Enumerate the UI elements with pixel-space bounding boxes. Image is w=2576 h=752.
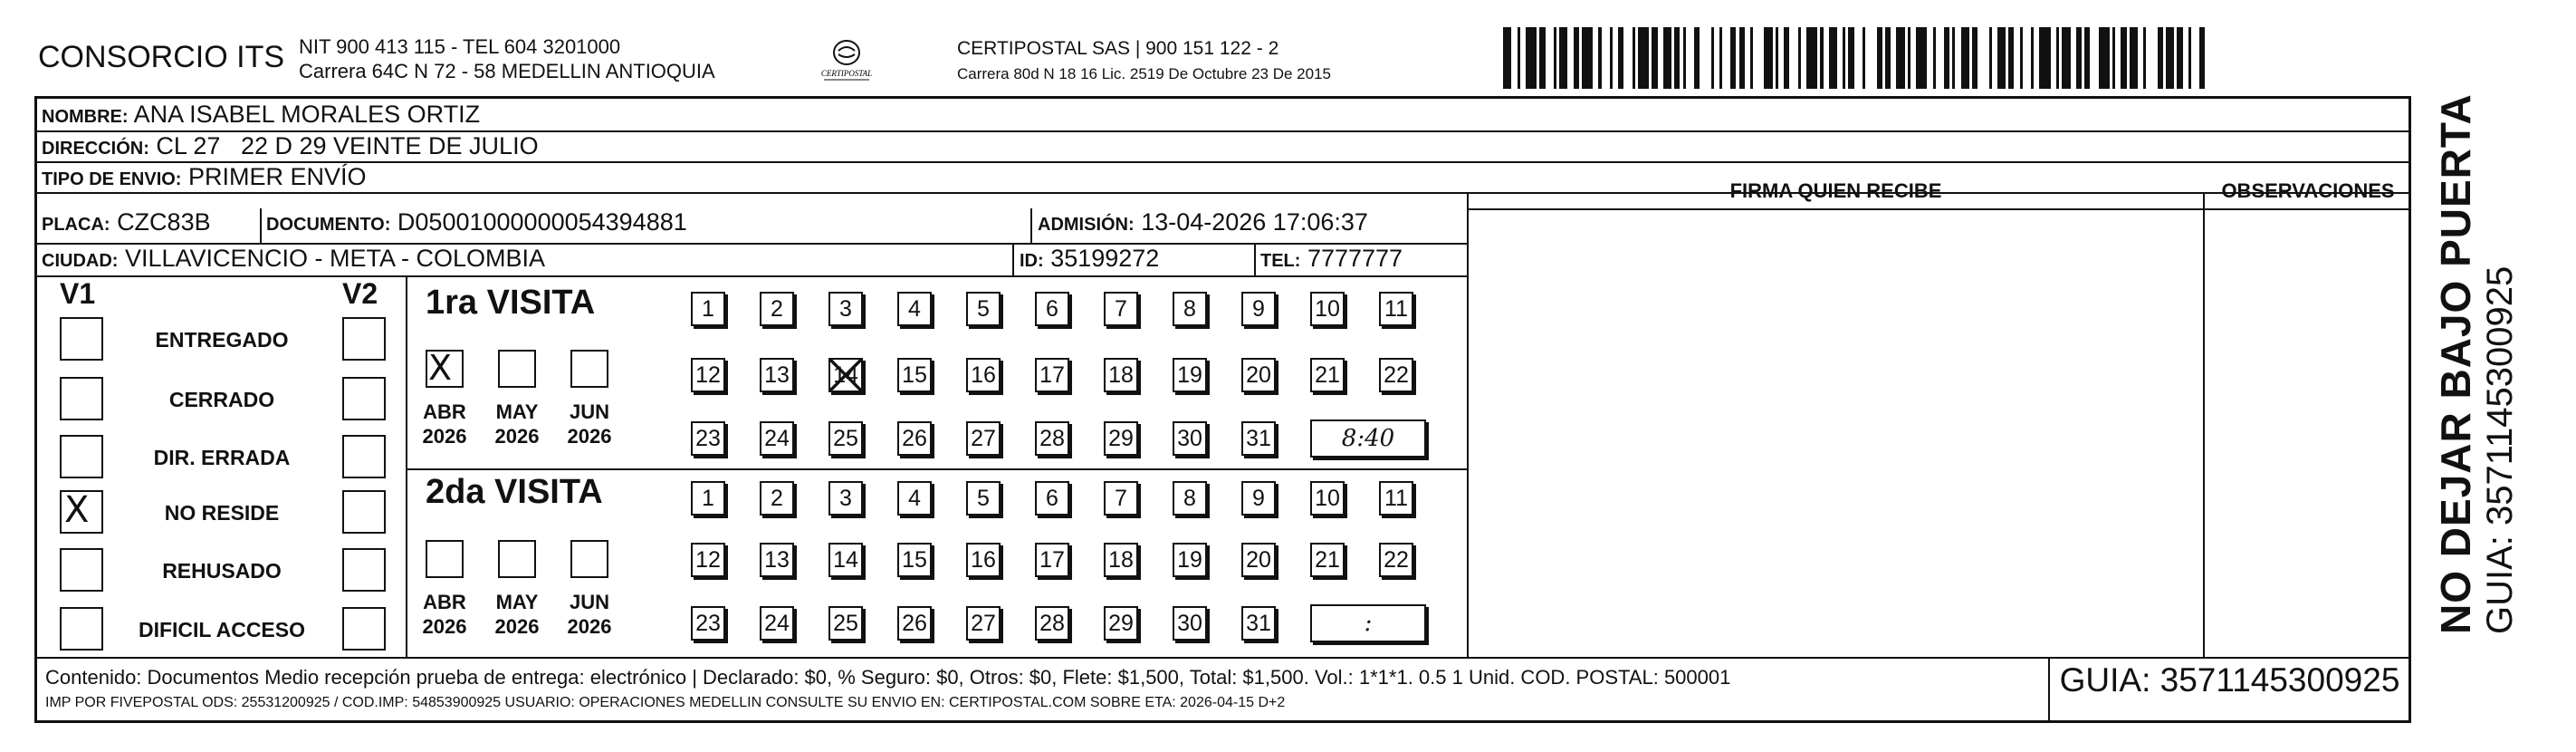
month-name: ABR	[423, 591, 466, 613]
barcode-bar	[1753, 27, 1764, 89]
day-box[interactable]: 31	[1241, 606, 1276, 641]
day-box[interactable]: 1	[691, 481, 725, 516]
barcode-bar	[2146, 27, 2157, 89]
day-box[interactable]: 1	[691, 292, 725, 326]
barcode-bar	[1546, 27, 1554, 89]
day-box[interactable]: 11	[1379, 292, 1413, 326]
status-label: DIFICIL ACCESO	[138, 618, 305, 641]
row-divider	[34, 275, 1467, 277]
column-divider	[1467, 192, 1469, 657]
barcode-bar	[1663, 27, 1671, 89]
tel-label: TEL:	[1260, 251, 1301, 271]
documento-label: DOCUMENTO:	[266, 215, 391, 235]
v1-header: V1	[60, 277, 96, 310]
month-label	[490, 590, 544, 639]
day-box[interactable]: 19	[1173, 358, 1207, 392]
month-name: JUN	[569, 591, 609, 613]
certipostal-logo	[815, 33, 878, 87]
day-box[interactable]: 9	[1241, 481, 1276, 516]
barcode-bar	[2062, 27, 2070, 89]
firma-header: FIRMA QUIEN RECIBE	[1729, 179, 1942, 202]
barcode-bar	[1854, 27, 1863, 89]
barcode-bar	[1916, 27, 1927, 89]
barcode-bar	[1582, 27, 1593, 89]
company-address: Carrera 64C N 72 - 58 MEDELLIN ANTIOQUIA	[299, 60, 715, 82]
barcode-bar	[1829, 27, 1837, 89]
visit2-title: 2da VISITA	[426, 473, 603, 511]
day-box[interactable]: 5	[966, 481, 1001, 516]
month-checkbox[interactable]	[426, 350, 464, 388]
tel-value: 7777777	[1307, 245, 1403, 272]
day-box[interactable]: 14	[828, 543, 863, 577]
barcode-bar	[1789, 27, 1797, 89]
v2-header: V2	[342, 277, 378, 310]
month-checkbox[interactable]	[426, 540, 464, 578]
day-box[interactable]: 22	[1379, 358, 1413, 392]
visit-time-box[interactable]: 8:40	[1310, 419, 1426, 458]
admision-value: 13-04-2026 17:06:37	[1141, 208, 1368, 236]
v2-checkbox[interactable]	[342, 607, 386, 651]
barcode-bar	[2039, 27, 2050, 89]
barcode-bar	[1977, 27, 1988, 89]
v1-checkbox[interactable]	[60, 548, 103, 592]
placa-row	[42, 208, 211, 236]
month-year: 2026	[494, 425, 540, 448]
month-year: 2026	[422, 615, 467, 638]
status-label: ENTREGADO	[155, 328, 289, 352]
day-box[interactable]: 14	[828, 358, 863, 392]
day-box[interactable]: 6	[1035, 292, 1069, 326]
month-year: 2026	[422, 425, 467, 448]
v1-checkbox[interactable]	[60, 607, 103, 651]
v2-checkbox[interactable]	[342, 435, 386, 478]
logo-text: CERTIPOSTAL	[820, 69, 873, 78]
side-guia: GUIA: 3571145300925	[2480, 265, 2520, 634]
status-label: REHUSADO	[162, 559, 282, 583]
check-mark: X	[64, 489, 90, 531]
day-box[interactable]: 4	[897, 481, 932, 516]
barcode	[1503, 27, 2209, 89]
nombre-row	[42, 101, 480, 129]
barcode-bar	[2166, 27, 2174, 89]
month-label	[562, 400, 617, 448]
signature-area[interactable]	[1470, 212, 2200, 654]
barcode-bar	[2191, 27, 2199, 89]
company-info	[299, 34, 715, 83]
day-box[interactable]: 28	[1035, 606, 1069, 641]
v2-checkbox[interactable]	[342, 548, 386, 592]
day-box[interactable]: 29	[1104, 606, 1138, 641]
day-box[interactable]: 9	[1241, 292, 1276, 326]
id-row	[1020, 245, 1159, 273]
barcode-bar	[1896, 27, 1904, 89]
day-box[interactable]: 4	[897, 292, 932, 326]
barcode-bar	[1686, 27, 1694, 89]
day-box[interactable]: 5	[966, 292, 1001, 326]
day-box[interactable]: 13	[760, 543, 794, 577]
day-box[interactable]: 31	[1241, 421, 1276, 456]
day-box[interactable]: 24	[760, 421, 794, 456]
day-box[interactable]: 6	[1035, 481, 1069, 516]
barcode-bar	[1623, 27, 1632, 89]
admision-row	[1038, 208, 1368, 236]
footer-guia: GUIA: 3571145300925	[2059, 661, 2400, 699]
barcode-bar	[2090, 27, 2098, 89]
day-box[interactable]: 23	[691, 606, 725, 641]
day-box[interactable]: 21	[1310, 543, 1345, 577]
tipo-row	[42, 163, 367, 191]
month-year: 2026	[567, 425, 612, 448]
row-divider	[406, 468, 1467, 470]
barcode-bar	[1865, 27, 1876, 89]
month-name: JUN	[569, 400, 609, 423]
barcode-bar	[2023, 27, 2031, 89]
day-box[interactable]: 17	[1035, 358, 1069, 392]
day-box[interactable]: 22	[1379, 543, 1413, 577]
day-box[interactable]: 7	[1104, 481, 1138, 516]
day-box[interactable]: 30	[1173, 421, 1207, 456]
day-box[interactable]: 26	[897, 421, 932, 456]
column-divider	[2203, 192, 2205, 657]
day-box[interactable]: 24	[760, 606, 794, 641]
day-box[interactable]: 21	[1310, 358, 1345, 392]
day-box[interactable]: 19	[1173, 543, 1207, 577]
side-warning: NO DEJAR BAJO PUERTA	[2432, 93, 2479, 634]
day-box[interactable]: 12	[691, 358, 725, 392]
month-checkbox[interactable]	[570, 540, 608, 578]
month-name: ABR	[423, 400, 466, 423]
visit1-title: 1ra VISITA	[426, 284, 596, 322]
row-divider	[34, 161, 2411, 163]
tipo-label: TIPO DE ENVIO:	[42, 169, 182, 189]
day-box[interactable]: 18	[1104, 358, 1138, 392]
barcode-bar	[1638, 27, 1649, 89]
tel-row	[1260, 245, 1403, 273]
check-mark: X	[428, 348, 453, 388]
day-box[interactable]: 17	[1035, 543, 1069, 577]
barcode-bar	[1961, 27, 1969, 89]
day-box[interactable]: 15	[897, 543, 932, 577]
v2-checkbox[interactable]	[342, 377, 386, 420]
day-box[interactable]: 2	[760, 292, 794, 326]
day-box[interactable]: 7	[1104, 292, 1138, 326]
nit-line: NIT 900 413 115 - TEL 604 3201000	[299, 35, 621, 58]
status-label: CERRADO	[168, 388, 275, 411]
row-divider	[1467, 208, 2411, 210]
day-box[interactable]: 13	[760, 358, 794, 392]
day-box[interactable]: 8	[1173, 481, 1207, 516]
v1-checkbox[interactable]	[60, 490, 103, 534]
day-box[interactable]: 10	[1310, 292, 1345, 326]
direccion-row	[42, 132, 539, 160]
barcode-bar	[1936, 27, 1944, 89]
footer-print-info: IMP POR FIVEPOSTAL ODS: 25531200925 / COD.IMP: 54853900925 USUARIO: OPERACIONES MEDELLIN CONSULTE SU ENVIO EN: CERTIPOSTAL.COM SOBRE ETA: 2026-04-15 D+2	[45, 695, 1286, 710]
column-divider	[260, 208, 262, 243]
month-label	[490, 400, 544, 448]
barcode-bar	[2099, 27, 2110, 89]
day-box[interactable]: 20	[1241, 543, 1276, 577]
day-box[interactable]: 12	[691, 543, 725, 577]
day-box[interactable]: 16	[966, 358, 1001, 392]
barcode-bar	[1997, 27, 2006, 89]
v1-checkbox[interactable]	[60, 317, 103, 361]
observaciones-header: OBSERVACIONES	[2221, 179, 2395, 202]
barcode-bar	[2205, 27, 2207, 89]
certipostal-address: Carrera 80d N 18 16 Lic. 2519 De Octubre 23 De 2015	[957, 65, 1331, 82]
direccion-value: CL 27 22 D 29 VEINTE DE JULIO	[156, 132, 539, 159]
day-box[interactable]: 25	[828, 606, 863, 641]
company-name: CONSORCIO ITS	[38, 40, 285, 74]
day-box[interactable]: 23	[691, 421, 725, 456]
barcode-bar	[1806, 27, 1817, 89]
day-box[interactable]: 20	[1241, 358, 1276, 392]
column-divider	[1254, 243, 1256, 275]
side-label	[2431, 93, 2521, 634]
ciudad-label: CIUDAD:	[42, 251, 119, 271]
day-box[interactable]: 3	[828, 292, 863, 326]
day-box[interactable]: 15	[897, 358, 932, 392]
ciudad-row	[42, 245, 545, 273]
ciudad-value: VILLAVICENCIO - META - COLOMBIA	[124, 245, 546, 272]
month-checkbox[interactable]	[498, 350, 536, 388]
day-box[interactable]: 30	[1173, 606, 1207, 641]
footer-contents: Contenido: Documentos Medio recepción prueba de entrega: electrónico | Declarado: $0, % Seguro: $0, Otros: $0, Flete: $1,500, Total: $1,500. Vol.: 1*1*1. 0.5 1 Unid. COD. POSTAL: 500001	[45, 666, 1731, 689]
v1-checkbox[interactable]	[60, 377, 103, 420]
month-checkbox[interactable]	[498, 540, 536, 578]
placa-value: CZC83B	[117, 208, 211, 236]
day-box[interactable]: 16	[966, 543, 1001, 577]
day-box[interactable]: 27	[966, 421, 1001, 456]
barcode-bar	[1700, 27, 1710, 89]
nombre-value: ANA ISABEL MORALES ORTIZ	[133, 101, 481, 128]
day-box[interactable]: 29	[1104, 421, 1138, 456]
day-box[interactable]: 25	[828, 421, 863, 456]
visit-time-box[interactable]: :	[1310, 604, 1426, 642]
observations-area[interactable]	[2207, 212, 2408, 654]
row-divider	[34, 657, 2411, 659]
month-label	[417, 590, 472, 639]
documento-row	[266, 208, 687, 236]
v1-checkbox[interactable]	[60, 435, 103, 478]
admision-label: ADMISIÓN:	[1038, 215, 1135, 235]
column-divider	[1012, 243, 1014, 275]
placa-label: PLACA:	[42, 215, 110, 235]
status-label: NO RESIDE	[164, 501, 280, 525]
id-value: 35199272	[1050, 245, 1160, 272]
barcode-bar	[2130, 27, 2138, 89]
tipo-value: PRIMER ENVÍO	[187, 163, 367, 190]
direccion-label: DIRECCIÓN:	[42, 139, 149, 159]
month-label	[417, 400, 472, 448]
day-box[interactable]: 11	[1379, 481, 1413, 516]
month-year: 2026	[494, 615, 540, 638]
day-box[interactable]: 28	[1035, 421, 1069, 456]
id-label: ID:	[1020, 251, 1044, 271]
month-label	[562, 590, 617, 639]
day-box[interactable]: 10	[1310, 481, 1345, 516]
certipostal-line: CERTIPOSTAL SAS | 900 151 122 - 2	[957, 38, 1279, 59]
day-box[interactable]: 18	[1104, 543, 1138, 577]
day-box[interactable]: 3	[828, 481, 863, 516]
day-box[interactable]: 2	[760, 481, 794, 516]
column-divider	[1030, 208, 1032, 243]
barcode-bar	[1503, 27, 1511, 89]
v2-checkbox[interactable]	[342, 490, 386, 534]
month-year: 2026	[567, 615, 612, 638]
barcode-bar	[1602, 27, 1610, 89]
nombre-label: NOMBRE:	[42, 107, 129, 127]
day-box[interactable]: 8	[1173, 292, 1207, 326]
month-name: MAY	[495, 591, 539, 613]
v2-checkbox[interactable]	[342, 317, 386, 361]
barcode-bar	[1559, 27, 1567, 89]
barcode-bar	[1722, 27, 1730, 89]
status-label: DIR. ERRADA	[153, 446, 291, 469]
documento-value: D05001000000054394881	[397, 208, 687, 236]
month-checkbox[interactable]	[570, 350, 608, 388]
month-name: MAY	[495, 400, 539, 423]
day-box[interactable]: 27	[966, 606, 1001, 641]
barcode-bar	[1526, 27, 1537, 89]
day-box[interactable]: 26	[897, 606, 932, 641]
barcode-bar	[1764, 27, 1772, 89]
column-divider	[406, 275, 407, 657]
